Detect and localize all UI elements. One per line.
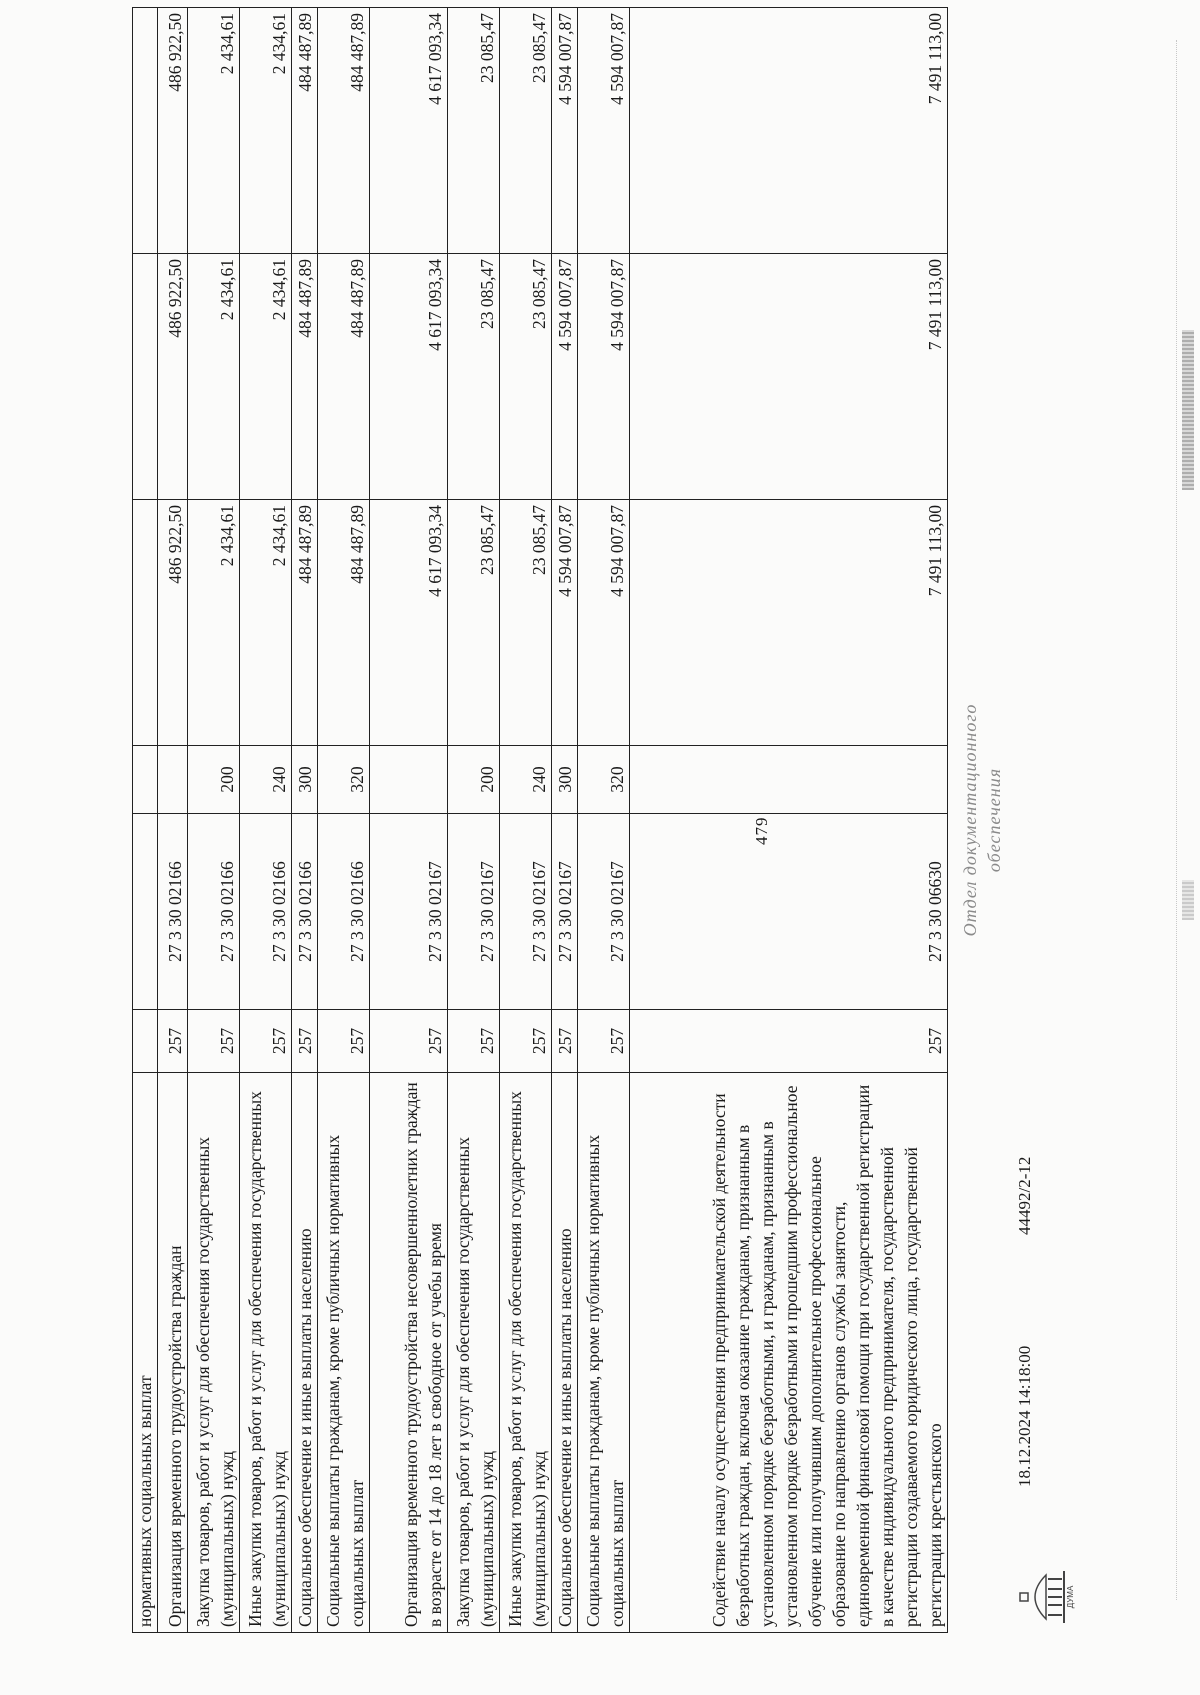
cell-sum2: 7 491 113,00 [630,254,948,500]
cell-sum1 [133,500,158,746]
table-row [240,8,292,1633]
cell-csr: 27 3 30 02167 [500,814,552,1010]
cell-ved: 257 [448,1010,500,1073]
table-row [318,8,370,1633]
cell-sum1: 4 617 093,34 [370,500,448,746]
cell-ved: 257 [552,1010,578,1073]
cell-csr: 27 3 30 02166 [318,814,370,1010]
table-row [370,8,448,1633]
cell-csr: 27 3 30 02166 [188,814,240,1010]
stamp-line: обеспечения [984,767,1004,873]
cell-name: Закупка товаров, работ и услуг для обеспечения государственных (муниципальных) нужд [448,1073,500,1633]
cell-name: Содействие началу осуществления предпринимательской деятельности безработных граждан, включая оказание гражданам, признанным в установленном порядке безработными, и гражданам, признанным в установленном порядке безработными и прошедшим профессиональное обучение или получившим дополнительное профессиональное образование по направлению органов службы занятости, единовременной финансовой помощи при государственной регистрации в качестве индивидуального предпринимателя, государственной регистрации создаваемого юридического лица, государственной регистрации крестьянского [630,1073,948,1633]
table-row [500,8,552,1633]
cell-ved: 257 [630,1010,948,1073]
footer-doc-code: 44492/2-12 [1015,1156,1034,1235]
department-stamp [958,655,1006,985]
cell-sum1: 4 594 007,87 [578,500,630,746]
cell-sum3: 4 617 093,34 [370,8,448,254]
cell-sum1: 23 085,47 [448,500,500,746]
cell-sum2: 4 594 007,87 [552,254,578,500]
cell-ved: 257 [370,1010,448,1073]
cell-sum3: 23 085,47 [448,8,500,254]
cell-sum1: 2 434,61 [188,500,240,746]
cell-name: Организация временного трудоустройства граждан [158,1073,188,1633]
cell-sum3: 23 085,47 [500,8,552,254]
cell-sum1: 2 434,61 [240,500,292,746]
cell-vr: 200 [188,746,240,814]
cell-sum1: 484 487,89 [292,500,318,746]
cell-sum3: 2 434,61 [188,8,240,254]
cell-vr: 320 [578,746,630,814]
cell-name: Закупка товаров, работ и услуг для обеспечения государственных (муниципальных) нужд [188,1073,240,1633]
cell-sum2: 486 922,50 [158,254,188,500]
cell-vr: 240 [500,746,552,814]
cell-sum2: 4 594 007,87 [578,254,630,500]
cell-vr [370,746,448,814]
cell-sum3: 484 487,89 [318,8,370,254]
cell-name: Иные закупки товаров, работ и услуг для обеспечения государственных (муниципальных) нужд [500,1073,552,1633]
cell-name: Иные закупки товаров, работ и услуг для обеспечения государственных (муниципальных) нужд [240,1073,292,1633]
cell-sum3 [133,8,158,254]
cell-vr: 200 [448,746,500,814]
budget-table [132,7,948,1633]
cell-sum1: 486 922,50 [158,500,188,746]
cell-sum2: 23 085,47 [448,254,500,500]
cell-csr: 27 3 30 02166 [240,814,292,1010]
cell-sum2: 2 434,61 [188,254,240,500]
cell-sum1: 4 594 007,87 [552,500,578,746]
cell-ved: 257 [158,1010,188,1073]
table-row [292,8,318,1633]
cell-ved: 257 [188,1010,240,1073]
cell-sum3: 484 487,89 [292,8,318,254]
cell-csr: 27 3 30 02167 [448,814,500,1010]
table-row [630,8,948,1633]
cell-csr: 27 3 30 02167 [578,814,630,1010]
cell-ved: 257 [240,1010,292,1073]
cell-vr: 320 [318,746,370,814]
cell-vr [158,746,188,814]
stamp-line: Отдел документационного [960,703,980,937]
cell-vr: 300 [292,746,318,814]
table-row [158,8,188,1633]
page-number: 479 [752,816,771,845]
cell-sum3: 486 922,50 [158,8,188,254]
cell-name: Социальные выплаты гражданам, кроме публичных нормативных социальных выплат [578,1073,630,1633]
table-row [133,8,158,1633]
cell-sum2 [133,254,158,500]
table-row [188,8,240,1633]
cell-sum3: 4 594 007,87 [578,8,630,254]
cell-sum1: 23 085,47 [500,500,552,746]
table-row [448,8,500,1633]
cell-vr: 240 [240,746,292,814]
cell-sum3: 4 594 007,87 [552,8,578,254]
cell-csr: 27 3 30 02166 [158,814,188,1010]
cell-ved [133,1010,158,1073]
footer-datetime: 18.12.2024 14:18:00 [1015,1345,1034,1487]
cell-name: Социальное обеспечение и иные выплаты населению [552,1073,578,1633]
cell-sum2: 484 487,89 [292,254,318,500]
cell-sum2: 23 085,47 [500,254,552,500]
cell-ved: 257 [500,1010,552,1073]
cell-csr: 27 3 30 02167 [370,814,448,1010]
cell-csr [133,814,158,1010]
table-row [578,8,630,1633]
duma-logo-icon [1018,1565,1074,1629]
cell-name: Социальные выплаты гражданам, кроме публичных нормативных социальных выплат [318,1073,370,1633]
cell-vr [133,746,158,814]
cell-sum3: 7 491 113,00 [630,8,948,254]
cell-name: Социальное обеспечение и иные выплаты населению [292,1073,318,1633]
cell-sum2: 484 487,89 [318,254,370,500]
cell-ved: 257 [578,1010,630,1073]
cell-sum1: 484 487,89 [318,500,370,746]
table-row [552,8,578,1633]
cell-sum1: 7 491 113,00 [630,500,948,746]
cell-sum2: 4 617 093,34 [370,254,448,500]
cell-ved: 257 [292,1010,318,1073]
cell-vr [630,746,948,814]
cell-csr: 27 3 30 02166 [292,814,318,1010]
logo-text: ДУМА [1066,1585,1075,1609]
cell-csr: 27 3 30 06630 [630,814,948,1010]
cell-csr: 27 3 30 02167 [552,814,578,1010]
cell-ved: 257 [318,1010,370,1073]
cell-name: нормативных социальных выплат [133,1073,158,1633]
cell-sum3: 2 434,61 [240,8,292,254]
cell-vr: 300 [552,746,578,814]
cell-name: Организация временного трудоустройства несовершеннолетних граждан в возрасте от 14 до 18 лет в свободное от учебы время [370,1073,448,1633]
cell-sum2: 2 434,61 [240,254,292,500]
